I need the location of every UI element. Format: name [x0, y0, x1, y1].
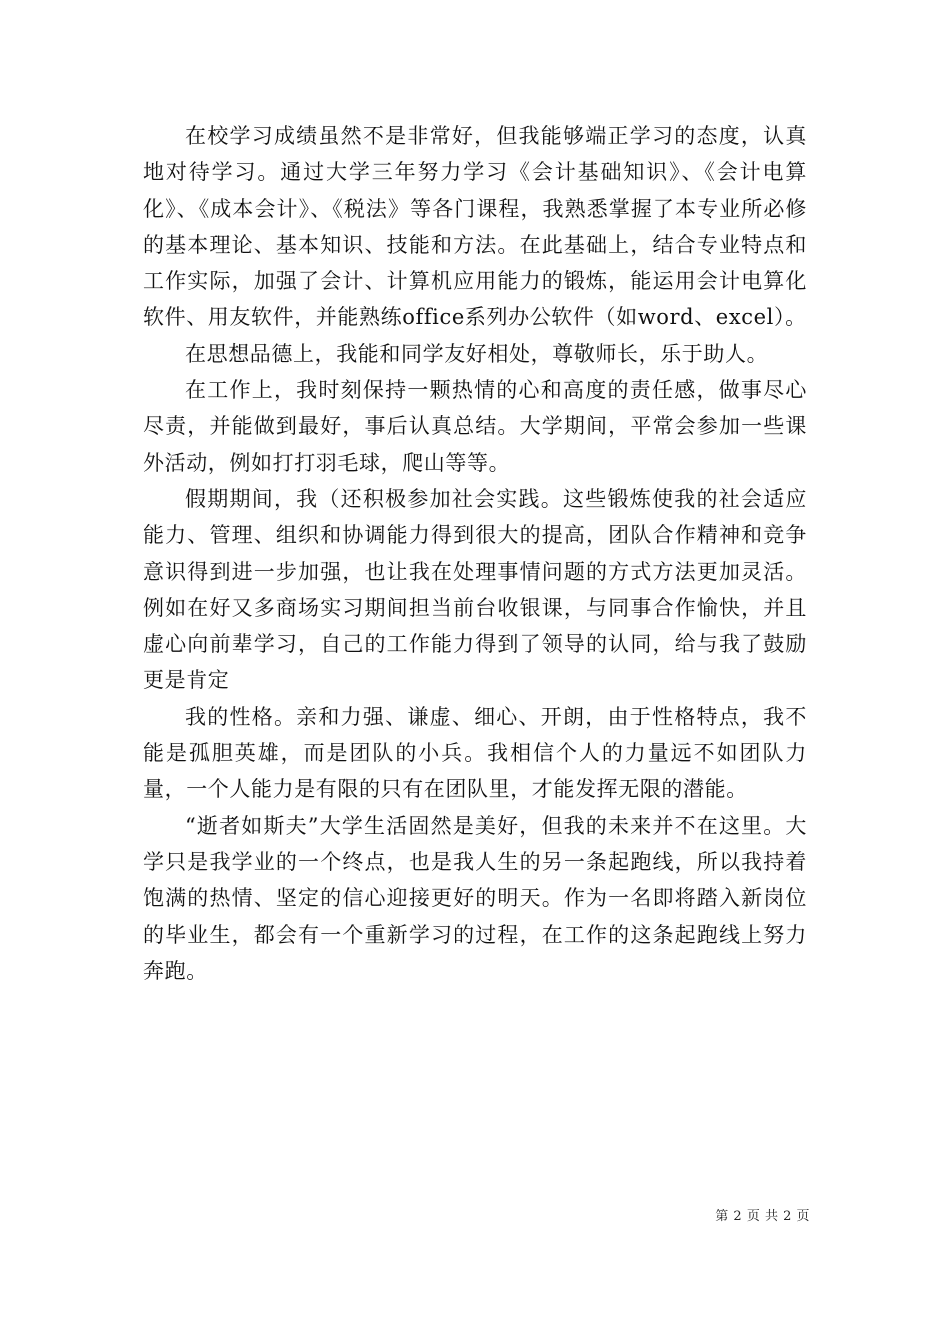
paragraph-practice: 假期期间，我（还积极参加社会实践。这些锻炼使我的社会适应能力、管理、组织和协调能力得到很大的提高，团队合作精神和竞争意识得到进一步加强，也让我在处理事情问题的方式方法更加灵活。例如在好又多商场实习期间担当前台收银课，与同事合作愉快，并且虚心向前辈学习，自己的工作能力得到了领导的认同，给与我了鼓励更是肯定 — [143, 486, 807, 693]
paragraph-morality: 在思想品德上，我能和同学友好相处，尊敬师长，乐于助人。 — [185, 341, 769, 366]
paragraph-personality: 我的性格。亲和力强、谦虚、细心、开朗，由于性格特点，我不能是孤胆英雄，而是团队的小兵。我相信个人的力量远不如团队力量，一个人能力是有限的只有在团队里，才能发挥无限的潜能。 — [143, 704, 807, 802]
paragraph-study: 在校学习成绩虽然不是非常好，但我能够端正学习的态度，认真地对待学习。通过大学三年努力学习《会计基础知识》、《会计电算化》、《成本会计》、《税法》等各门课程，我熟悉掌握了本专业所必修的基本理论、基本知识、技能和方法。在此基础上，结合专业特点和工作实际，加强了会计、计算机应用能力的锻炼，能运用会计电算化软件、用友软件，并能熟练office系列办公软件（如word、excel）。 — [143, 124, 807, 330]
document-body — [143, 118, 807, 989]
paragraph-work: 在工作上，我时刻保持一颗热情的心和高度的责任感，做事尽心尽责，并能做到最好，事后认真总结。大学期间，平常会参加一些课外活动，例如打打羽毛球，爬山等等。 — [143, 378, 807, 475]
page-number-footer: 第 2 页 共 2 页 — [715, 1209, 810, 1224]
paragraph-future: “逝者如斯夫”大学生活固然是美好，但我的未来并不在这里。大学只是我学业的一个终点，也是我人生的另一条起跑线，所以我持着饱满的热情、坚定的信心迎接更好的明天。作为一名即将踏入新岗位的毕业生，都会有一个重新学习的过程，在工作的这条起跑线上努力奔跑。 — [143, 813, 807, 983]
